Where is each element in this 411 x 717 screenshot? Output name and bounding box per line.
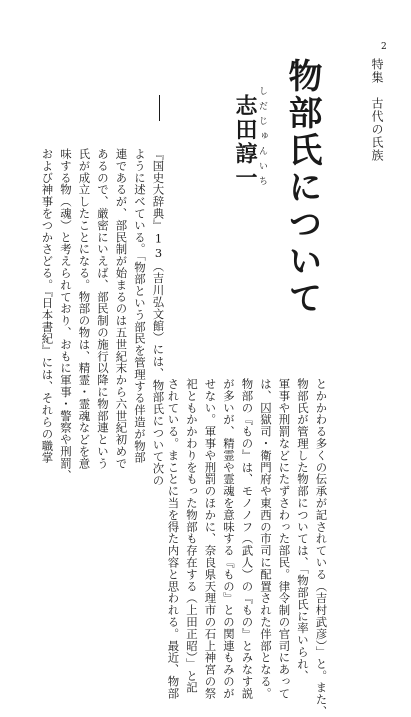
text-line: 祀ともかかわりをもった物部も存在する（上田正昭）」と記 <box>185 378 199 694</box>
text-line: 味する物（魂）と考えられており、おもに軍事・警察や刑罰、 <box>59 148 73 482</box>
text-line: とかかわる多くの伝承が記されている（吉村武彦）」と。また、 <box>314 378 329 717</box>
text-line: が多いが、精霊や霊魂を意味する『もの』との関連もみのが <box>222 378 236 700</box>
text-line: は、囚獄司・衛門府や東西の市司に配置された伴部となる。 <box>259 378 273 700</box>
series-heading: 特集 古代の氏族 <box>370 58 384 162</box>
text-line: せない。軍事や刑罰のほかに、奈良県天理市の石上神宮の祭 <box>203 378 218 700</box>
text-line: 軍事や刑罰などにたずさわった部民。律令制の官司にあって <box>277 378 292 700</box>
text-line: 氏が成立したことになる。物部の物は、精霊・霊魂などを意 <box>77 148 92 470</box>
page-number: 2 <box>381 42 387 52</box>
text-line: あるので、厳密にいえば、部民制の施行以降に物部連という <box>96 148 110 470</box>
author-name: 志田諄一 <box>232 94 258 190</box>
text-line: および神事をつかさどる。『日本書紀』には、それらの職掌 <box>40 148 55 464</box>
article-title: 物部氏について <box>282 58 322 317</box>
text-line: 『国史大辞典』13（吉川弘文館）には、物部氏について次の <box>151 148 166 487</box>
text-line: されている。まことに当を得た内容と思われる。最近、物部 <box>166 378 181 700</box>
body-text-bottom <box>164 378 331 717</box>
text-line: 連であるが、部民制が始まるのは五世紀末から六世紀初めで <box>114 148 129 470</box>
text-line: 物部の『もの』は、モノノフ（武人）の『もの』とみなす説 <box>240 378 255 700</box>
author-reading: しだじゅんいち <box>257 86 267 191</box>
divider-rule <box>159 95 160 121</box>
text-line: ように述べている。「物部という部民を管理する伴造が物部 <box>133 148 147 464</box>
body-text-top <box>38 148 168 487</box>
text-line: 物部氏が管理した物部については、「物部氏に率いられ、 <box>296 378 310 682</box>
